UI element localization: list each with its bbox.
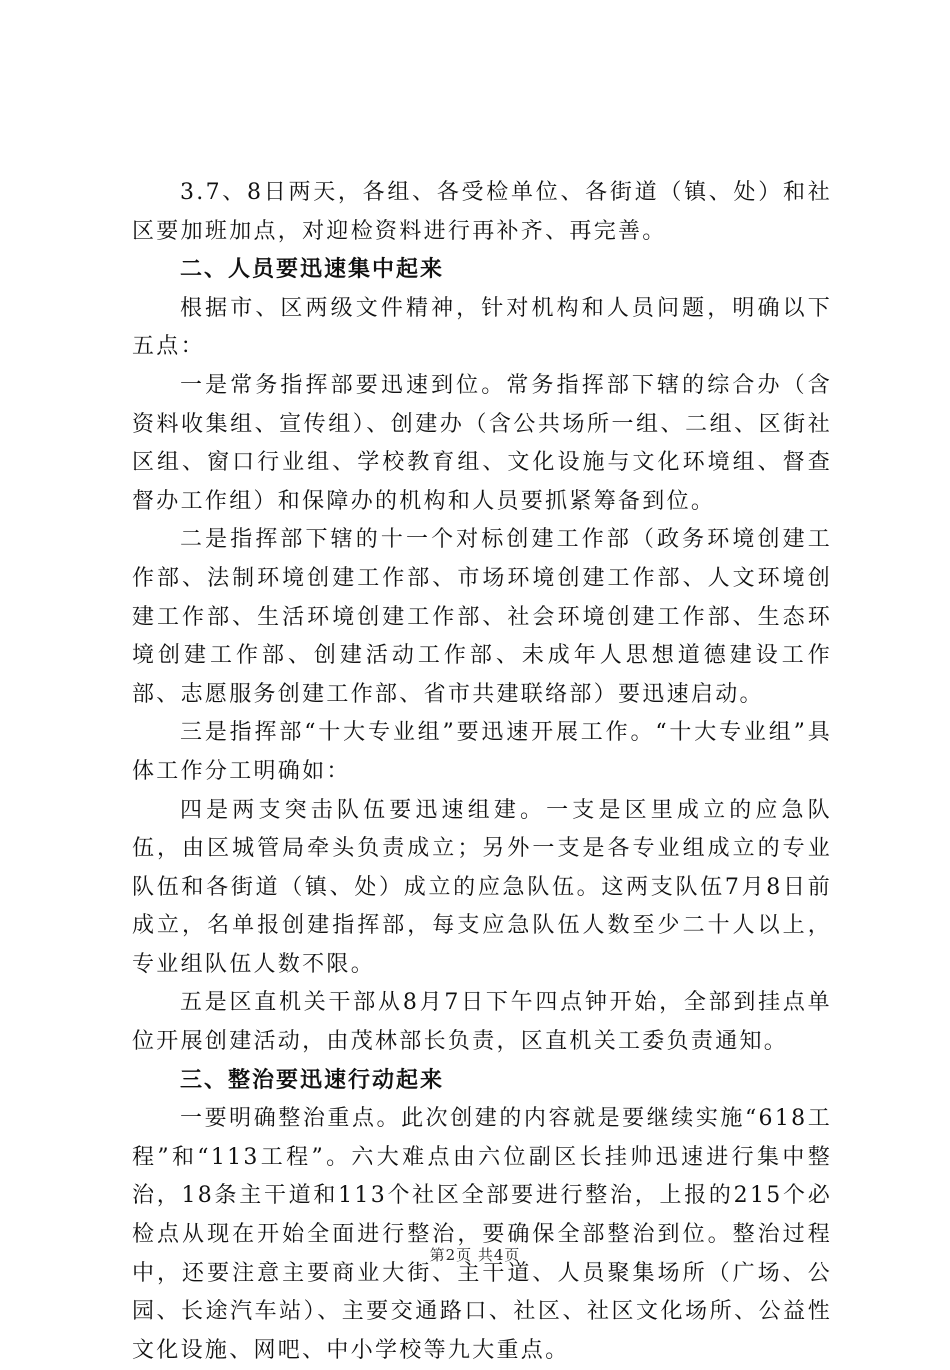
paragraph-inspection-materials: 3.7、8日两天，各组、各受检单位、各街道（镇、处）和社区要加班加点，对迎检资料进行再补齐、再完善。 [132,180,832,244]
paragraph-point-two: 二是指挥部下辖的十一个对标创建工作部（政务环境创建工作部、法制环境创建工作部、市场环境创建工作部、人文环境创建工作部、生活环境创建工作部、社会环境创建工作部、生态环境创建工作部、创建活动工作部、未成年人思想道德建设工作部、志愿服务创建工作部、省市共建联络部）要迅速启动。 [132,527,832,707]
section-heading-personnel: 二、人员要迅速集中起来 [180,257,445,283]
paragraph-point-four: 四是两支突击队伍要迅速组建。一支是区里成立的应急队伍，由区城管局牵头负责成立；另外一支是各专业组成立的专业队伍和各街道（镇、处）成立的应急队伍。这两支队伍7月8日前成立，名单报创建指挥部，每支应急队伍人数至少二十人以上，专业组队伍人数不限。 [132,797,832,977]
paragraph-point-one: 一是常务指挥部要迅速到位。常务指挥部下辖的综合办（含资料收集组、宣传组）、创建办（含公共场所一组、二组、区街社区组、窗口行业组、学校教育组、文化设施与文化环境组、督查督办工作组）和保障办的机构和人员要抓紧筹备到位。 [132,372,832,514]
paragraph-point-five: 五是区直机关干部从8月7日下午四点钟开始，全部到挂点单位开展创建活动，由茂林部长负责，区直机关工委负责通知。 [132,990,832,1055]
paragraph-intro-five-points: 根据市、区两级文件精神，针对机构和人员问题，明确以下五点： [132,295,832,360]
document-body [132,174,832,1370]
page-number-footer: 第2页 共4页 [429,1246,521,1264]
section-heading-rectification: 三、整治要迅速行动起来 [180,1067,445,1093]
paragraph-rectification-focus: 一要明确整治重点。此次创建的内容就是要继续实施“618工程”和“113工程”。六大难点由六位副区长挂帅迅速进行集中整治，18条主干道和113个社区全部要进行整治，上报的215个必检点从现在开始全面进行整治，要确保全部整治到位。整治过程中，还要注意主要商业大街、主干道、人员聚集场所（广场、公园、长途汽车站）、主要交通路口、社区、社区文化场所、公益性文化设施、网吧、中小学校等九大重点。 [132,1106,832,1363]
paragraph-point-three: 三是指挥部“十大专业组”要迅速开展工作。“十大专业组”具体工作分工明确如： [132,720,832,784]
